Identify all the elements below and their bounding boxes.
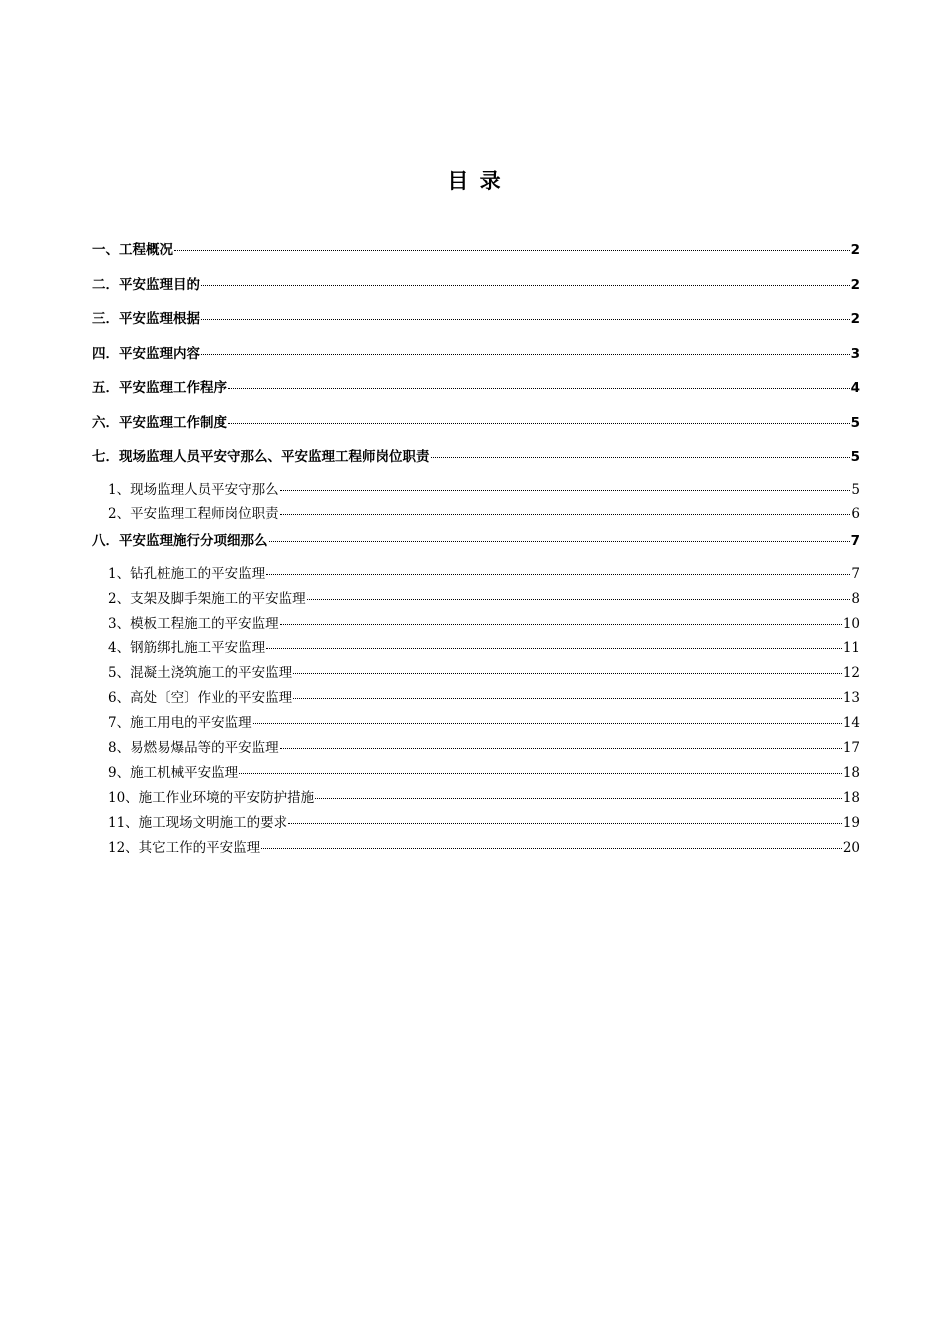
toc-entry-label: 10、施工作业环境的平安防护措施 (108, 789, 315, 806)
toc-dot-leader (174, 250, 850, 251)
toc-page-number: 5 (851, 481, 860, 498)
toc-entry-label: 二．平安监理目的 (92, 276, 200, 293)
toc-dot-leader (288, 823, 842, 824)
toc-entry-section[interactable] (92, 529, 860, 564)
toc-page-number: 13 (842, 690, 860, 707)
toc-dot-leader (253, 723, 842, 724)
toc-page-number: 4 (850, 380, 860, 396)
toc-entry-section[interactable] (92, 238, 860, 273)
toc-entry-label: 4、钢筋绑扎施工平安监理 (108, 640, 266, 657)
toc-page-number: 12 (842, 665, 860, 682)
toc-entry-subsection[interactable] (92, 788, 860, 813)
toc-entry-subsection[interactable] (92, 589, 860, 614)
toc-entry-subsection[interactable] (92, 504, 860, 529)
toc-entry-label: 8、易燃易爆品等的平安监理 (108, 740, 279, 757)
toc-entry-label: 2、平安监理工程师岗位职责 (108, 506, 279, 523)
toc-entry-label: 12、其它工作的平安监理 (108, 839, 261, 856)
toc-entry-label: 七．现场监理人员平安守那么、平安监理工程师岗位职责 (92, 449, 430, 465)
toc-entry-subsection[interactable] (92, 713, 860, 738)
toc-entry-subsection[interactable] (92, 738, 860, 763)
toc-page-number: 8 (851, 590, 860, 607)
toc-dot-leader (266, 648, 842, 649)
toc-dot-leader (280, 748, 842, 749)
toc-dot-leader (266, 574, 850, 575)
toc-entry-subsection[interactable] (92, 614, 860, 639)
toc-page-number: 2 (850, 311, 860, 327)
toc-entry-label: 1、现场监理人员平安守那么 (108, 481, 279, 498)
toc-page-number: 20 (842, 839, 860, 856)
toc-entry-section[interactable] (92, 342, 860, 377)
toc-entry-label: 六．平安监理工作制度 (92, 414, 227, 431)
toc-page-number: 3 (850, 345, 860, 362)
toc-page-number: 18 (842, 789, 860, 806)
toc-dot-leader (280, 490, 851, 491)
toc-page-number: 7 (851, 565, 860, 582)
toc-dot-leader (228, 388, 850, 389)
toc-dot-leader (261, 848, 842, 849)
toc-page-number: 6 (851, 506, 860, 523)
toc-page-number: 18 (842, 764, 860, 781)
toc-page-number: 19 (842, 814, 860, 831)
toc-entry-label: 9、施工机械平安监理 (108, 764, 239, 781)
toc-entry-section[interactable] (92, 273, 860, 308)
toc-entry-label: 5、混凝土浇筑施工的平安监理 (108, 665, 293, 682)
toc-entry-subsection[interactable] (92, 638, 860, 663)
toc-entry-section[interactable] (92, 411, 860, 446)
toc-page-number: 17 (842, 740, 860, 757)
toc-entry-label: 八．平安监理施行分项细那么 (92, 533, 268, 550)
toc-dot-leader (293, 698, 842, 699)
toc-entry-section[interactable] (92, 376, 860, 411)
toc-dot-leader (239, 773, 842, 774)
toc-entry-label: 三．平安监理根据 (92, 311, 200, 327)
toc-entry-subsection[interactable] (92, 564, 860, 589)
toc-dot-leader (315, 798, 842, 799)
toc-entry-label: 1、钻孔桩施工的平安监理 (108, 565, 266, 582)
toc-entry-label: 6、高处〔空〕作业的平安监理 (108, 690, 293, 707)
toc-entry-section[interactable] (92, 445, 860, 480)
table-of-contents (92, 238, 860, 862)
toc-dot-leader (280, 514, 851, 515)
toc-entry-subsection[interactable] (92, 688, 860, 713)
toc-entry-label: 四．平安监理内容 (92, 345, 200, 362)
toc-dot-leader (201, 354, 850, 355)
toc-entry-label: 3、模板工程施工的平安监理 (108, 615, 279, 632)
toc-dot-leader (269, 541, 850, 542)
toc-entry-label: 一、工程概况 (92, 242, 173, 258)
toc-page-number: 14 (842, 715, 860, 732)
toc-dot-leader (201, 285, 850, 286)
toc-page-number: 5 (850, 414, 860, 431)
toc-entry-section[interactable] (92, 307, 860, 342)
toc-entry-label: 7、施工用电的平安监理 (108, 715, 252, 732)
toc-page-number: 10 (842, 615, 860, 632)
toc-dot-leader (307, 599, 851, 600)
toc-entry-label: 2、支架及脚手架施工的平安监理 (108, 590, 306, 607)
toc-entry-subsection[interactable] (92, 663, 860, 688)
toc-dot-leader (228, 423, 850, 424)
toc-page-number: 5 (850, 449, 860, 465)
toc-entry-label: 11、施工现场文明施工的要求 (108, 814, 288, 831)
toc-entry-subsection[interactable] (92, 763, 860, 788)
toc-page-number: 11 (842, 640, 860, 657)
toc-title: 目 录 (447, 169, 503, 193)
toc-entry-label: 五．平安监理工作程序 (92, 380, 227, 396)
toc-entry-subsection[interactable] (92, 813, 860, 838)
toc-page-number: 2 (850, 276, 860, 293)
toc-dot-leader (431, 457, 850, 458)
toc-page-number: 7 (850, 533, 860, 550)
toc-dot-leader (201, 319, 850, 320)
toc-page-number: 2 (850, 242, 860, 258)
toc-dot-leader (280, 624, 842, 625)
toc-dot-leader (293, 673, 842, 674)
toc-entry-subsection[interactable] (92, 838, 860, 863)
toc-entry-subsection[interactable] (92, 480, 860, 505)
